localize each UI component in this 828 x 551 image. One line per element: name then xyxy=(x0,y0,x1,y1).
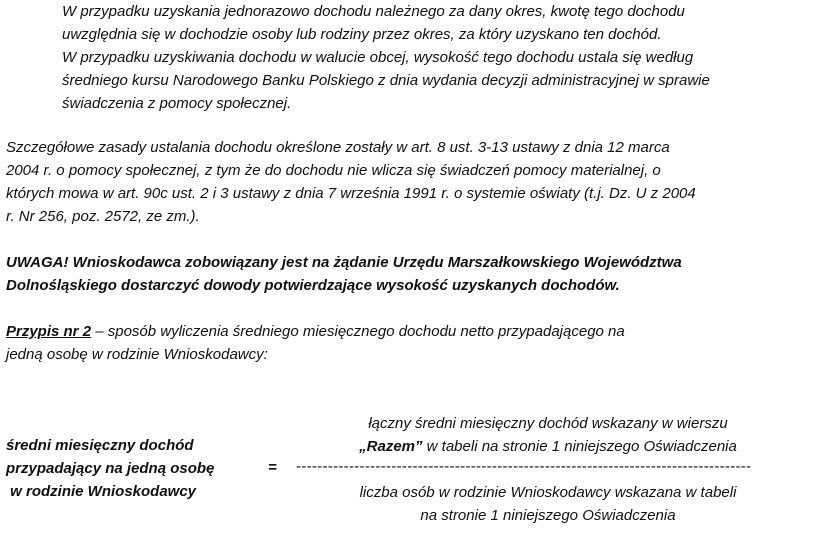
text-line: 2004 r. o pomocy społecznej, z tym że do dochodu nie wlicza się świadczeń pomocy materialnej, o xyxy=(6,162,661,179)
formula-numerator xyxy=(296,412,800,458)
text-line: r. Nr 256, poz. 2572, ze zm.). xyxy=(6,208,200,225)
razem-label: „Razem” xyxy=(359,438,423,455)
formula-left-side xyxy=(6,434,214,503)
warning-paragraph xyxy=(6,251,806,297)
formula-left-line: średni miesięczny dochód xyxy=(6,437,194,454)
footnote-label: Przypis nr 2 xyxy=(6,323,92,340)
text-line: W przypadku uzyskiwania dochodu w walucie obcej, wysokość tego dochodu ustala się według xyxy=(62,49,694,66)
text-line: W przypadku uzyskania jednorazowo dochodu należnego za dany okres, kwotę tego dochodu xyxy=(62,3,685,20)
numerator-line: łączny średni miesięczny dochód wskazany w wierszu xyxy=(368,415,728,432)
text-line: świadczenia z pomocy społecznej. xyxy=(62,95,292,112)
text-line: Szczegółowe zasady ustalania dochodu określone zostały w art. 8 ust. 3-13 ustawy z dnia 12 marca xyxy=(6,139,670,156)
text-line: Dolnośląskiego dostarczyć dowody potwierdzające wysokość uzyskanych dochodów. xyxy=(6,277,620,294)
denominator-line: na stronie 1 niniejszego Oświadczenia xyxy=(420,507,676,524)
text-line: średniego kursu Narodowego Banku Polskiego z dnia wydania decyzji administracyjnej w sprawie xyxy=(62,72,710,89)
footnote-text: – sposób wyliczenia średniego miesięcznego dochodu netto przypadającego na xyxy=(91,323,625,340)
numerator-text: w tabeli na stronie 1 niniejszego Oświadczenia xyxy=(422,438,737,455)
formula-denominator xyxy=(296,481,800,527)
text-line: jedną osobę w rodzinie Wnioskodawcy: xyxy=(6,346,268,363)
text-line: UWAGA! Wnioskodawca zobowiązany jest na żądanie Urzędu Marszałkowskiego Województwa xyxy=(6,254,682,271)
text-line: których mowa w art. 90c ust. 2 i 3 ustawy z dnia 7 września 1991 r. o systemie oświaty (t.j. Dz. U z 2004 xyxy=(6,185,696,202)
rules-paragraph xyxy=(6,136,806,228)
numerator-line xyxy=(296,435,800,458)
income-paragraph xyxy=(62,0,808,115)
denominator-line: liczba osób w rodzinie Wnioskodawcy wskazana w tabeli xyxy=(359,484,737,501)
equals-sign: = xyxy=(268,459,277,476)
text-line: uwzględnia się w dochodzie osoby lub rodziny przez okres, za który uzyskano ten dochód. xyxy=(62,26,662,43)
text-line xyxy=(6,320,806,343)
formula-left-line: przypadający na jedną osobę xyxy=(6,460,215,477)
formula-left-line: w rodzinie Wnioskodawcy xyxy=(6,483,197,500)
fraction-divider: -------------------------------------------------------------------------------------- xyxy=(296,458,752,475)
footnote-2 xyxy=(6,320,806,366)
